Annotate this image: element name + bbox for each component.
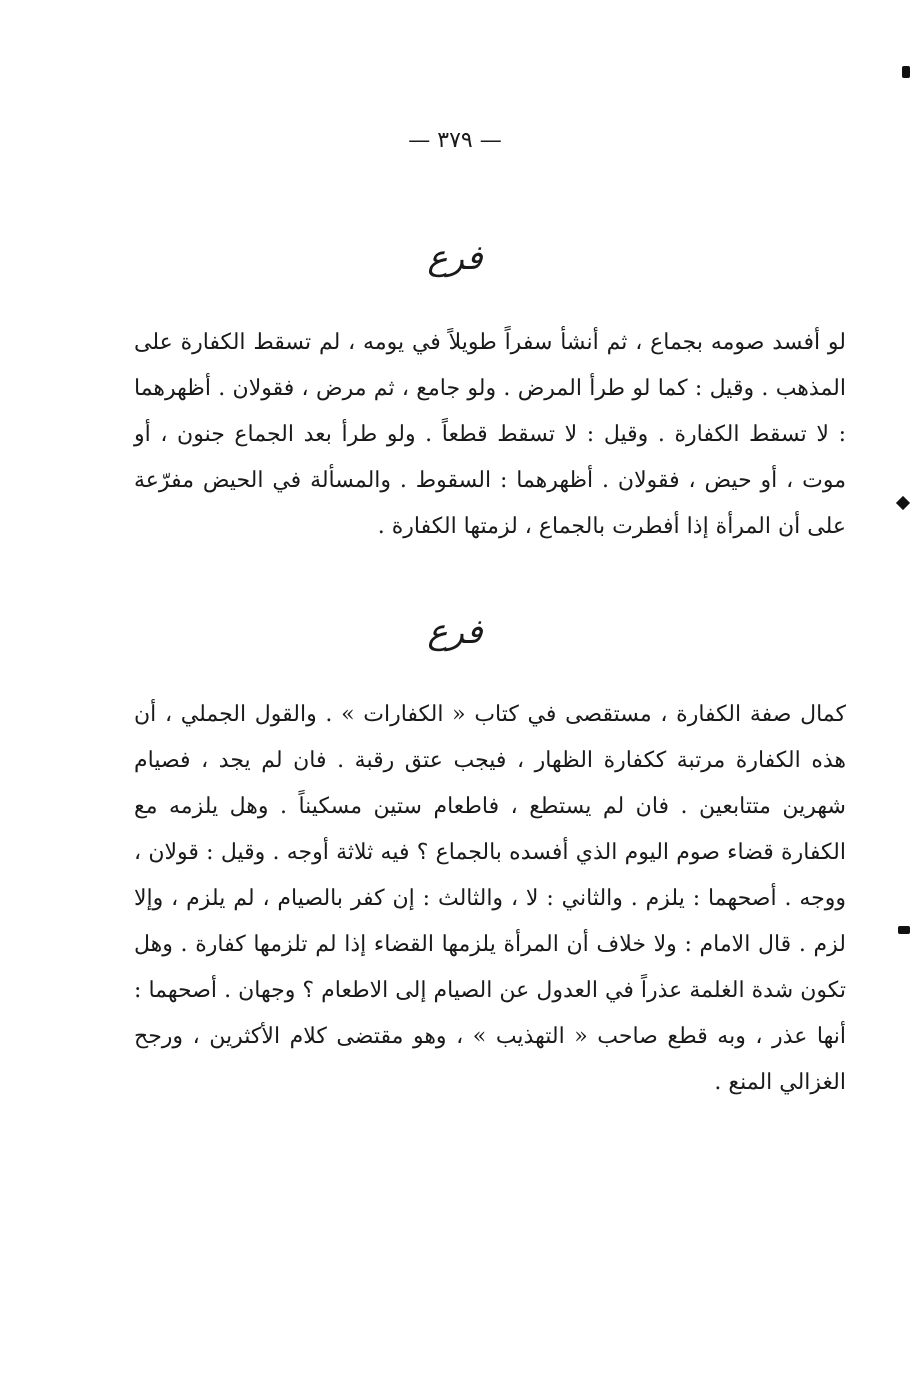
page-number: — ٣٧٩ — bbox=[408, 128, 502, 153]
margin-mark bbox=[902, 66, 910, 78]
section-paragraph: كمال صفة الكفارة ، مستقصى في كتاب « الكفارات » . والقول الجملي ، أن هذه الكفارة مرتبة ككفارة الظهار ، فيجب عتق رقبة . فان لم يجد ، فصيام شهرين متتابعين . فان لم يستطع ، فاطعام ستين مسكيناً . وهل يلزمه مع الكفارة قضاء صوم اليوم الذي أفسده بالجماع ؟ فيه ثلاثة أوجه . وقيل : قولان ، ووجه . أصحهما : يلزم . والثاني : لا ، والثالث : إن كفر بالصيام ، لم يلزم ، وإلا لزم . قال الامام : ولا خلاف أن المرأة يلزمها القضاء إذا لم تلزمها كفارة . وهل تكون شدة الغلمة عذراً في العدول عن الصيام إلى الاطعام ؟ وجهان . أصحهما : أنها عذر ، وبه قطع صاحب « التهذيب » ، وهو مقتضى كلام الأكثرين ، ورجح الغزالي المنع . bbox=[134, 702, 846, 1095]
margin-mark bbox=[896, 496, 910, 510]
section-paragraph: لو أفسد صومه بجماع ، ثم أنشأ سفراً طويلاً في يومه ، لم تسقط الكفارة على المذهب . وقيل : كما لو طرأ المرض . ولو جامع ، ثم مرض ، فقولان . أظهرهما : لا تسقط الكفارة . وقيل : لا تسقط قطعاً . ولو طرأ بعد الجماع جنون ، أو موت ، أو حيض ، فقولان . أظهرهما : السقوط . والمسألة في الحيض مفرّعة على أن المرأة إذا أفطرت بالجماع ، لزمتها الكفارة . bbox=[134, 330, 846, 539]
section-heading: فرع bbox=[427, 238, 483, 278]
section-heading: فرع bbox=[427, 612, 483, 652]
margin-mark bbox=[898, 926, 910, 934]
